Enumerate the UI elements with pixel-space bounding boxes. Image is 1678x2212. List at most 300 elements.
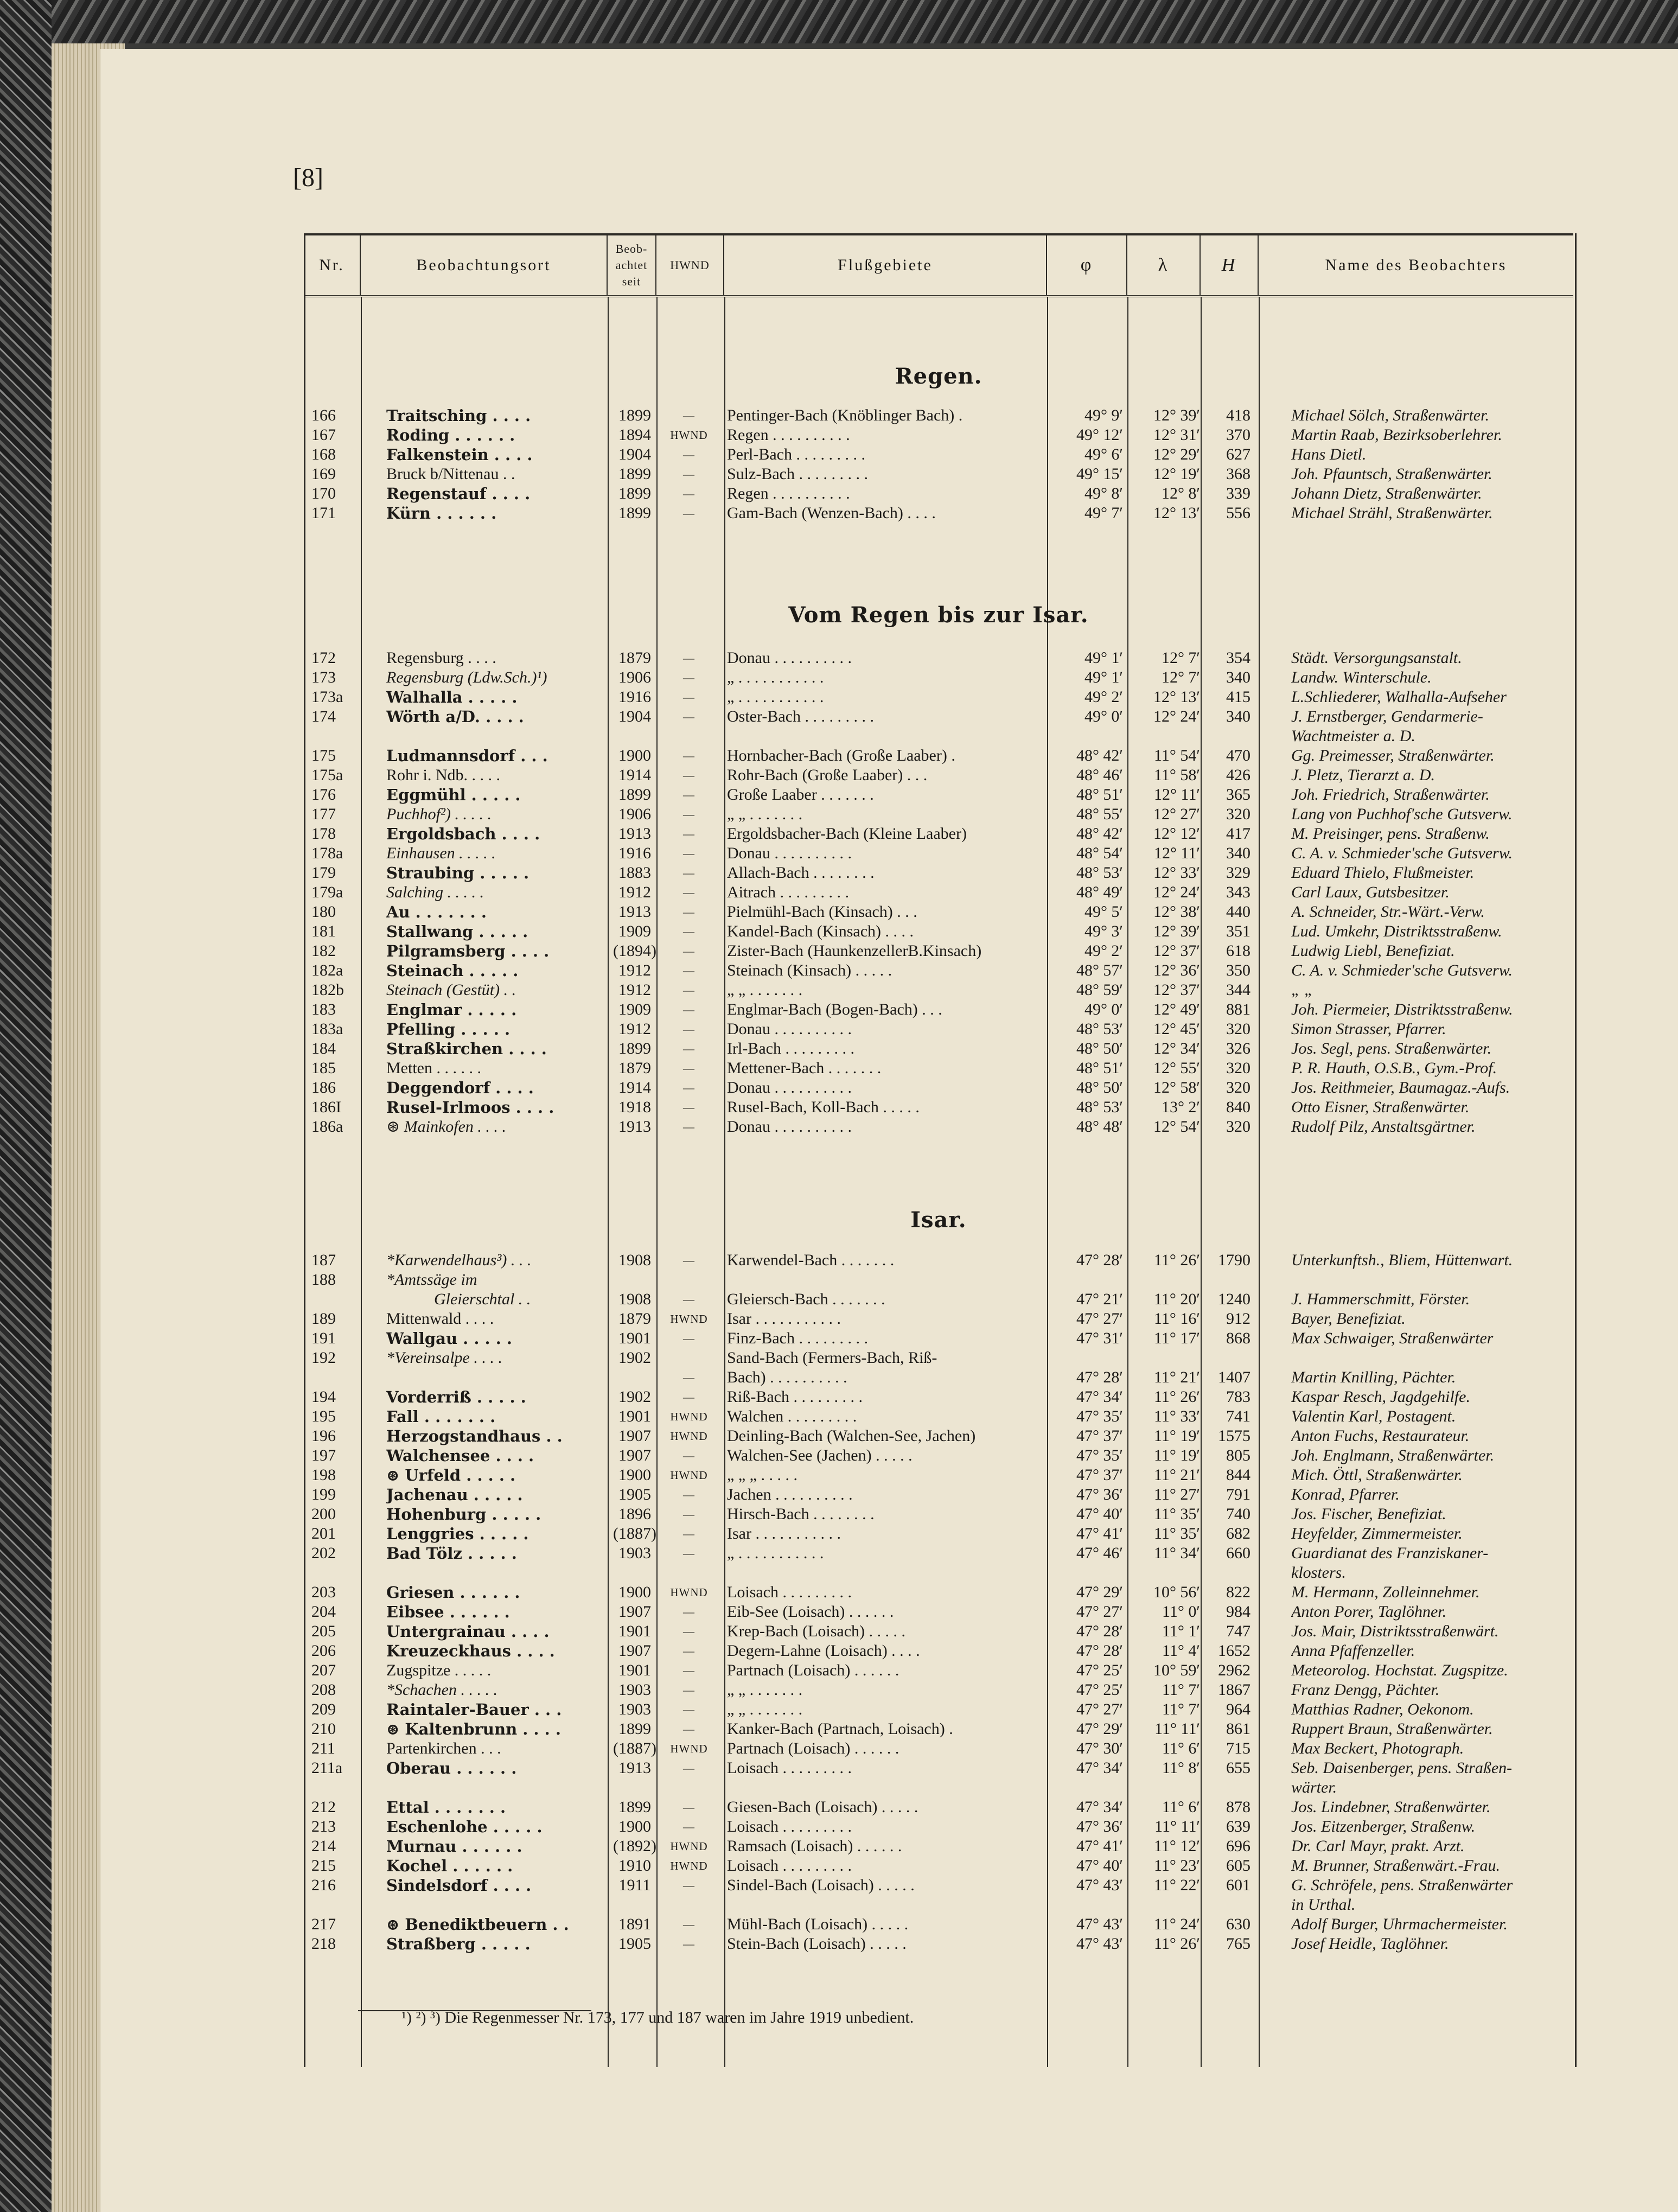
cell-h: 340 bbox=[1226, 668, 1250, 686]
table-row bbox=[304, 980, 1573, 1000]
cell-observer: Eduard Thielo, Flußmeister. bbox=[1291, 864, 1475, 882]
table-row bbox=[304, 805, 1573, 824]
cell-since: 1913 bbox=[618, 825, 651, 843]
header-since: Beob-achtet seit bbox=[608, 235, 656, 295]
table-row bbox=[304, 941, 1573, 961]
table-row bbox=[304, 464, 1573, 484]
table-row bbox=[304, 883, 1573, 902]
table-row bbox=[304, 1485, 1573, 1505]
cell-h: 1575 bbox=[1218, 1427, 1250, 1445]
cell-h: 1790 bbox=[1218, 1251, 1250, 1269]
table-row bbox=[304, 707, 1573, 726]
cell-river: „ . . . . . . . . . . . bbox=[727, 1544, 824, 1562]
cell-hwnd: — bbox=[683, 788, 695, 801]
cell-place: Rusel-Irlmoos . . . . bbox=[386, 1098, 554, 1117]
cell-lambda: 11° 35′ bbox=[1154, 1505, 1200, 1523]
cell-lambda: 12° 19′ bbox=[1153, 465, 1200, 483]
cell-place: Stallwang . . . . . bbox=[386, 922, 528, 941]
cell-nr: 166 bbox=[311, 406, 336, 424]
cell-observer: „ „ bbox=[1291, 981, 1313, 999]
cell-h: 840 bbox=[1226, 1098, 1250, 1116]
cell-hwnd: — bbox=[683, 886, 695, 899]
cell-place: Herzogstandhaus . . bbox=[386, 1427, 563, 1445]
table-row bbox=[304, 406, 1573, 425]
cell-nr: 180 bbox=[311, 903, 336, 921]
cell-observer: Hans Dietl. bbox=[1291, 445, 1367, 463]
cell-place: Puchhof²) . . . . . bbox=[386, 805, 492, 823]
cell-h: 655 bbox=[1226, 1759, 1250, 1777]
cell-phi: 47° 27′ bbox=[1076, 1603, 1123, 1621]
cell-since: 1905 bbox=[618, 1486, 651, 1503]
table-row bbox=[304, 1019, 1573, 1039]
cell-nr: 191 bbox=[311, 1329, 336, 1347]
cell-since: 1902 bbox=[618, 1388, 651, 1406]
cell-since: 1913 bbox=[618, 903, 651, 921]
cell-hwnd: — bbox=[683, 1879, 695, 1892]
cell-phi: 49° 6′ bbox=[1084, 445, 1123, 463]
cell-nr: 178 bbox=[311, 825, 336, 843]
cell-river: Karwendel-Bach . . . . . . . bbox=[727, 1251, 895, 1269]
cell-river: Sindel-Bach (Loisach) . . . . . bbox=[727, 1876, 915, 1894]
cell-phi: 47° 25′ bbox=[1076, 1681, 1123, 1699]
cell-h: 783 bbox=[1226, 1388, 1250, 1406]
cell-place: Straßberg . . . . . bbox=[386, 1935, 531, 1953]
cell-lambda: 12° 12′ bbox=[1153, 825, 1200, 843]
cell-since: (1894) bbox=[613, 942, 656, 960]
cell-since: (1887) bbox=[613, 1525, 656, 1542]
cell-place: Bruck b/Nittenau . . bbox=[386, 465, 515, 483]
cell-lambda: 11° 11′ bbox=[1154, 1720, 1200, 1738]
table-row bbox=[304, 687, 1573, 707]
cell-since: 1903 bbox=[618, 1544, 651, 1562]
header-nr: Nr. bbox=[304, 235, 361, 295]
cell-h: 340 bbox=[1226, 707, 1250, 725]
cell-observer: Michael Strähl, Straßenwärter. bbox=[1291, 504, 1493, 522]
cell-place: Englmar . . . . . bbox=[386, 1000, 517, 1019]
cell-river: Ergoldsbacher-Bach (Kleine Laaber) bbox=[727, 825, 967, 843]
cell-phi: 48° 53′ bbox=[1076, 1020, 1123, 1038]
cell-phi: 48° 51′ bbox=[1076, 1059, 1123, 1077]
cell-hwnd: — bbox=[683, 1918, 695, 1931]
cell-lambda: 12° 38′ bbox=[1153, 903, 1200, 921]
cell-place: *Amtssäge im bbox=[386, 1271, 477, 1289]
cell-observer: Michael Sölch, Straßenwärter. bbox=[1291, 406, 1489, 424]
cell-phi: 49° 0′ bbox=[1084, 707, 1123, 725]
cell-since: (1887) bbox=[613, 1739, 656, 1757]
cell-lambda: 11° 4′ bbox=[1162, 1642, 1200, 1660]
cell-nr: 202 bbox=[311, 1544, 336, 1562]
cell-place: Partenkirchen . . . bbox=[386, 1739, 501, 1757]
cell-observer: Ruppert Braun, Straßenwärter. bbox=[1291, 1720, 1493, 1738]
cell-river: Regen . . . . . . . . . . bbox=[727, 426, 850, 444]
cell-place: ⊛ Mainkofen . . . . bbox=[386, 1118, 506, 1136]
cell-nr: 200 bbox=[311, 1505, 336, 1523]
cell-nr: 184 bbox=[311, 1040, 336, 1057]
cell-h: 344 bbox=[1226, 981, 1250, 999]
table-row bbox=[304, 1348, 1573, 1368]
cell-observer: C. A. v. Schmieder'sche Gutsverw. bbox=[1291, 844, 1513, 862]
cell-nr: 186I bbox=[311, 1098, 341, 1116]
cell-hwnd: — bbox=[683, 468, 695, 481]
cell-h: 1867 bbox=[1218, 1681, 1250, 1699]
cell-observer: Anna Pfaffenzeller. bbox=[1291, 1642, 1415, 1660]
cell-hwnd: — bbox=[683, 487, 695, 500]
cell-place: Zugspitze . . . . . bbox=[386, 1661, 492, 1679]
cell-lambda: 12° 33′ bbox=[1153, 864, 1200, 882]
cell-lambda: 11° 23′ bbox=[1154, 1857, 1200, 1875]
cell-lambda: 11° 22′ bbox=[1154, 1876, 1200, 1894]
cell-since: 1914 bbox=[618, 1079, 651, 1097]
cell-nr: 206 bbox=[311, 1642, 336, 1660]
cell-observer: P. R. Hauth, O.S.B., Gym.-Prof. bbox=[1291, 1059, 1497, 1077]
cell-hwnd: HWND bbox=[670, 1586, 708, 1599]
cell-lambda: 11° 26′ bbox=[1154, 1251, 1200, 1269]
cell-nr: 210 bbox=[311, 1720, 336, 1738]
cell-river: Donau . . . . . . . . . . bbox=[727, 1079, 852, 1097]
cell-nr: 167 bbox=[311, 426, 336, 444]
cell-h: 370 bbox=[1226, 426, 1250, 444]
cell-h: 320 bbox=[1226, 1118, 1250, 1136]
cell-lambda: 12° 8′ bbox=[1161, 485, 1200, 502]
cell-river: Walchen . . . . . . . . . bbox=[727, 1407, 857, 1425]
table-row bbox=[304, 1719, 1573, 1739]
cell-river: Allach-Bach . . . . . . . . bbox=[727, 864, 875, 882]
cell-nr: 211 bbox=[311, 1739, 335, 1757]
cell-hwnd: — bbox=[683, 1937, 695, 1950]
cell-observer: Landw. Winterschule. bbox=[1291, 668, 1432, 686]
table-row bbox=[304, 1251, 1573, 1270]
cell-river: Giesen-Bach (Loisach) . . . . . bbox=[727, 1798, 918, 1816]
cell-h: 747 bbox=[1226, 1622, 1250, 1640]
cell-observer: Gg. Preimesser, Straßenwärter. bbox=[1291, 747, 1495, 764]
cell-place: *Schachen . . . . . bbox=[386, 1681, 497, 1699]
cell-observer: Mich. Öttl, Straßenwärter. bbox=[1291, 1466, 1463, 1484]
table-row bbox=[304, 1039, 1573, 1059]
cell-h: 340 bbox=[1226, 844, 1250, 862]
cell-h: 740 bbox=[1226, 1505, 1250, 1523]
cell-phi: 49° 3′ bbox=[1084, 922, 1123, 940]
cell-place: Pfelling . . . . . bbox=[386, 1020, 511, 1038]
cell-observer: M. Hermann, Zolleinnehmer. bbox=[1291, 1583, 1480, 1601]
cell-river: Loisach . . . . . . . . . bbox=[727, 1759, 852, 1777]
cell-h: 320 bbox=[1226, 1079, 1250, 1097]
table-row bbox=[304, 1837, 1573, 1856]
cell-observer: Adolf Burger, Uhrmachermeister. bbox=[1291, 1915, 1508, 1933]
cell-place: Vorderriß . . . . . bbox=[386, 1388, 526, 1406]
cell-phi: 48° 50′ bbox=[1076, 1079, 1123, 1097]
cell-place: Murnau . . . . . . bbox=[386, 1837, 522, 1856]
cell-observer: Anton Fuchs, Restaurateur. bbox=[1291, 1427, 1470, 1445]
cell-lambda: 12° 49′ bbox=[1153, 1000, 1200, 1018]
cell-lambda: 11° 27′ bbox=[1154, 1486, 1200, 1503]
header-observer: Name des Beobachters bbox=[1325, 256, 1507, 274]
cell-phi: 47° 27′ bbox=[1076, 1700, 1123, 1718]
cell-place: Sindelsdorf . . . . bbox=[386, 1876, 532, 1895]
cell-observer: Bayer, Benefiziat. bbox=[1291, 1310, 1406, 1328]
cell-place: Pilgramsberg . . . . bbox=[386, 942, 550, 960]
cell-lambda: 11° 19′ bbox=[1154, 1446, 1200, 1464]
cell-since: 1906 bbox=[618, 668, 651, 686]
cell-nr: 194 bbox=[311, 1388, 336, 1406]
cell-observer: Jos. Eitzenberger, Straßenw. bbox=[1291, 1818, 1476, 1835]
cell-river: Riß-Bach . . . . . . . . . bbox=[727, 1388, 863, 1406]
cell-h: 470 bbox=[1226, 747, 1250, 764]
cell-nr: 179 bbox=[311, 864, 336, 882]
cell-h: 682 bbox=[1226, 1525, 1250, 1542]
header-lambda: λ bbox=[1127, 235, 1201, 295]
cell-hwnd: — bbox=[683, 448, 695, 461]
cell-lambda: 11° 17′ bbox=[1154, 1329, 1200, 1347]
cell-place: Wörth a/D. . . . . bbox=[386, 707, 524, 726]
cell-since: (1892) bbox=[613, 1837, 656, 1855]
table-row bbox=[304, 844, 1573, 863]
cell-since: 1900 bbox=[618, 747, 651, 764]
cell-hwnd: HWND bbox=[670, 1312, 708, 1325]
table-row bbox=[304, 1290, 1573, 1309]
table-row bbox=[304, 648, 1573, 668]
cell-place: Traitsching . . . . bbox=[386, 406, 531, 425]
cell-river: Sand-Bach (Fermers-Bach, Riß- bbox=[727, 1349, 937, 1367]
cell-phi: 47° 31′ bbox=[1076, 1329, 1123, 1347]
cell-observer: A. Schneider, Str.-Wärt.-Verw. bbox=[1291, 903, 1485, 921]
cell-observer: Valentin Karl, Postagent. bbox=[1291, 1407, 1456, 1425]
cell-river: Mühl-Bach (Loisach) . . . . . bbox=[727, 1915, 909, 1933]
cell-phi: 48° 48′ bbox=[1076, 1118, 1123, 1136]
cell-lambda: 12° 34′ bbox=[1153, 1040, 1200, 1057]
cell-observer: Kaspar Resch, Jagdgehilfe. bbox=[1291, 1388, 1470, 1406]
cell-phi: 47° 41′ bbox=[1076, 1525, 1123, 1542]
table-row bbox=[304, 1778, 1573, 1797]
cell-hwnd: — bbox=[683, 1254, 695, 1267]
cell-h: 320 bbox=[1226, 1020, 1250, 1038]
cell-place: Ludmannsdorf . . . bbox=[386, 747, 548, 765]
cell-nr: 205 bbox=[311, 1622, 336, 1640]
cell-h: 426 bbox=[1226, 766, 1250, 784]
cell-place: ⊛ Kaltenbrunn . . . . bbox=[386, 1720, 561, 1738]
cell-nr: 175a bbox=[311, 766, 343, 784]
cell-observer: Heyfelder, Zimmermeister. bbox=[1291, 1525, 1463, 1542]
page-number: [8] bbox=[293, 163, 323, 192]
table-row bbox=[304, 766, 1573, 785]
cell-since: 1910 bbox=[618, 1857, 651, 1875]
cell-hwnd: — bbox=[683, 1371, 695, 1384]
cell-phi: 47° 36′ bbox=[1076, 1486, 1123, 1503]
cell-river: Eib-See (Loisach) . . . . . . bbox=[727, 1603, 894, 1621]
cell-lambda: 12° 24′ bbox=[1153, 707, 1200, 725]
cell-since: 1900 bbox=[618, 1583, 651, 1601]
cell-river: Kandel-Bach (Kinsach) . . . . bbox=[727, 922, 914, 940]
cell-observer: Joh. Englmann, Straßenwärter. bbox=[1291, 1446, 1495, 1464]
cell-since: 1913 bbox=[618, 1759, 651, 1777]
cell-phi: 48° 55′ bbox=[1076, 805, 1123, 823]
cell-since: 1899 bbox=[618, 485, 651, 502]
cell-since: 1909 bbox=[618, 1000, 651, 1018]
cell-river: Große Laaber . . . . . . . bbox=[727, 786, 874, 804]
cell-river: Rohr-Bach (Große Laaber) . . . bbox=[727, 766, 928, 784]
cell-place: Falkenstein . . . . bbox=[386, 445, 533, 464]
cell-place: Kochel . . . . . . bbox=[386, 1857, 513, 1875]
cell-since: 1901 bbox=[618, 1622, 651, 1640]
cell-nr: 177 bbox=[311, 805, 336, 823]
cell-h: 351 bbox=[1226, 922, 1250, 940]
cell-h: 350 bbox=[1226, 961, 1250, 979]
table-row bbox=[304, 1915, 1573, 1934]
cell-since: 1916 bbox=[618, 688, 651, 706]
cell-observer: G. Schröfele, pens. Straßenwärter bbox=[1291, 1876, 1513, 1894]
table-row bbox=[304, 445, 1573, 464]
cell-nr: 171 bbox=[311, 504, 336, 522]
cell-river: Donau . . . . . . . . . . bbox=[727, 649, 852, 667]
cell-hwnd: — bbox=[683, 984, 695, 997]
cell-river: Loisach . . . . . . . . . bbox=[727, 1818, 852, 1835]
cell-h: 878 bbox=[1226, 1798, 1250, 1816]
cell-observer: Matthias Radner, Oekonom. bbox=[1291, 1700, 1474, 1718]
cell-h: 1407 bbox=[1218, 1368, 1250, 1386]
cell-hwnd: — bbox=[683, 1625, 695, 1638]
cell-since: 1911 bbox=[618, 1876, 651, 1894]
cell-phi: 47° 34′ bbox=[1076, 1388, 1123, 1406]
marbled-cover-edge bbox=[52, 0, 1678, 43]
cell-nr: 170 bbox=[311, 485, 336, 502]
cell-nr: 215 bbox=[311, 1857, 336, 1875]
cell-lambda: 12° 45′ bbox=[1153, 1020, 1200, 1038]
cell-since: 1907 bbox=[618, 1642, 651, 1660]
cell-h: 417 bbox=[1226, 825, 1250, 843]
cell-lambda: 12° 7′ bbox=[1161, 668, 1200, 686]
cell-place: Regenstauf . . . . bbox=[386, 485, 531, 503]
cell-phi: 48° 46′ bbox=[1076, 766, 1123, 784]
cell-river: Donau . . . . . . . . . . bbox=[727, 844, 852, 862]
cell-hwnd: — bbox=[683, 1449, 695, 1462]
cell-place: ⊛ Benediktbeuern . . bbox=[386, 1915, 569, 1934]
table-row bbox=[304, 1505, 1573, 1524]
cell-place: Metten . . . . . . bbox=[386, 1059, 481, 1077]
cell-hwnd: — bbox=[683, 769, 695, 782]
cell-lambda: 10° 56′ bbox=[1153, 1583, 1200, 1601]
cell-place: Steinach (Gestüt) . . bbox=[386, 981, 516, 999]
cell-phi: 47° 41′ bbox=[1076, 1837, 1123, 1855]
cell-phi: 47° 27′ bbox=[1076, 1310, 1123, 1328]
cell-phi: 49° 7′ bbox=[1084, 504, 1123, 522]
cell-observer: Jos. Mair, Distriktsstraßenwärt. bbox=[1291, 1622, 1499, 1640]
cell-nr: 173 bbox=[311, 668, 336, 686]
cell-place: Hohenburg . . . . . bbox=[386, 1505, 541, 1523]
cell-hwnd: HWND bbox=[670, 1410, 708, 1423]
cell-observer: in Urthal. bbox=[1291, 1896, 1356, 1914]
cell-observer: Meteorolog. Hochstat. Zugspitze. bbox=[1291, 1661, 1508, 1679]
cell-nr: 213 bbox=[311, 1818, 336, 1835]
table-row bbox=[304, 1602, 1573, 1622]
cell-observer: L.Schliederer, Walhalla-Aufseher bbox=[1291, 688, 1507, 706]
cell-place: Fall . . . . . . . bbox=[386, 1407, 496, 1426]
cell-hwnd: — bbox=[683, 1820, 695, 1833]
cell-nr: 196 bbox=[311, 1427, 336, 1445]
table-row bbox=[304, 1368, 1573, 1387]
cell-phi: 47° 40′ bbox=[1076, 1857, 1123, 1875]
cell-since: 1899 bbox=[618, 406, 651, 424]
cell-phi: 47° 29′ bbox=[1076, 1720, 1123, 1738]
cell-h: 418 bbox=[1226, 406, 1250, 424]
cell-river: Jachen . . . . . . . . . . bbox=[727, 1486, 853, 1503]
cell-hwnd: — bbox=[683, 652, 695, 665]
table-row bbox=[304, 1739, 1573, 1758]
cell-phi: 48° 54′ bbox=[1076, 844, 1123, 862]
cell-nr: 199 bbox=[311, 1486, 336, 1503]
cell-phi: 48° 49′ bbox=[1076, 883, 1123, 901]
table-row bbox=[304, 1059, 1573, 1078]
cell-nr: 217 bbox=[311, 1915, 336, 1933]
cell-hwnd: — bbox=[683, 827, 695, 840]
table-row bbox=[304, 1622, 1573, 1641]
cell-nr: 178a bbox=[311, 844, 343, 862]
cell-hwnd: — bbox=[683, 1120, 695, 1133]
cell-place: Au . . . . . . . bbox=[386, 903, 487, 921]
cell-lambda: 11° 20′ bbox=[1154, 1290, 1200, 1308]
cell-river: Oster-Bach . . . . . . . . . bbox=[727, 707, 875, 725]
cell-hwnd: — bbox=[683, 749, 695, 762]
cell-nr: 182 bbox=[311, 942, 336, 960]
cell-lambda: 12° 36′ bbox=[1153, 961, 1200, 979]
cell-h: 660 bbox=[1226, 1544, 1250, 1562]
cell-phi: 48° 53′ bbox=[1076, 1098, 1123, 1116]
cell-lambda: 11° 24′ bbox=[1154, 1915, 1200, 1933]
table-row bbox=[304, 1387, 1573, 1407]
cell-phi: 48° 57′ bbox=[1076, 961, 1123, 979]
cell-place: Salching . . . . . bbox=[386, 883, 484, 901]
table-row bbox=[304, 1680, 1573, 1700]
header-phi: φ bbox=[1047, 235, 1127, 295]
cell-since: 1907 bbox=[618, 1603, 651, 1621]
cell-hwnd: — bbox=[683, 847, 695, 860]
cell-lambda: 11° 21′ bbox=[1154, 1466, 1200, 1484]
cell-place: Regensburg (Ldw.Sch.)¹) bbox=[386, 668, 547, 686]
cell-river: „ „ . . . . . . . bbox=[727, 981, 803, 999]
cell-h: 1652 bbox=[1218, 1642, 1250, 1660]
cell-h: 320 bbox=[1226, 1059, 1250, 1077]
cell-phi: 49° 9′ bbox=[1084, 406, 1123, 424]
cell-nr: 181 bbox=[311, 922, 336, 940]
cell-since: 1899 bbox=[618, 1040, 651, 1057]
cell-river: Englmar-Bach (Bogen-Bach) . . . bbox=[727, 1000, 942, 1018]
cell-river: Isar . . . . . . . . . . . bbox=[727, 1310, 841, 1328]
cell-nr: 203 bbox=[311, 1583, 336, 1601]
cell-observer: Dr. Carl Mayr, prakt. Arzt. bbox=[1291, 1837, 1465, 1855]
section-title: Isar. bbox=[910, 1207, 967, 1233]
cell-lambda: 13° 2′ bbox=[1161, 1098, 1200, 1116]
cell-place: Deggendorf . . . . bbox=[386, 1079, 534, 1097]
cell-nr: 212 bbox=[311, 1798, 336, 1816]
cell-lambda: 11° 16′ bbox=[1154, 1310, 1200, 1328]
cell-nr: 209 bbox=[311, 1700, 336, 1718]
cell-lambda: 11° 58′ bbox=[1154, 766, 1200, 784]
cell-river: Loisach . . . . . . . . . bbox=[727, 1583, 852, 1601]
cell-nr: 172 bbox=[311, 649, 336, 667]
cell-h: 765 bbox=[1226, 1935, 1250, 1953]
cell-h: 868 bbox=[1226, 1329, 1250, 1347]
table-row bbox=[304, 1817, 1573, 1837]
cell-place: Kreuzeckhaus . . . . bbox=[386, 1642, 555, 1660]
cell-lambda: 11° 7′ bbox=[1162, 1700, 1200, 1718]
cell-nr: 168 bbox=[311, 445, 336, 463]
cell-place: Gleierschtal . . bbox=[434, 1290, 531, 1308]
cell-h: 984 bbox=[1226, 1603, 1250, 1621]
cell-lambda: 10° 59′ bbox=[1153, 1661, 1200, 1679]
table-row bbox=[304, 1856, 1573, 1876]
cell-phi: 49° 2′ bbox=[1084, 942, 1123, 960]
cell-place: Roding . . . . . . bbox=[386, 426, 515, 444]
cell-hwnd: — bbox=[683, 507, 695, 520]
cell-river: Bach) . . . . . . . . . . bbox=[727, 1368, 847, 1386]
